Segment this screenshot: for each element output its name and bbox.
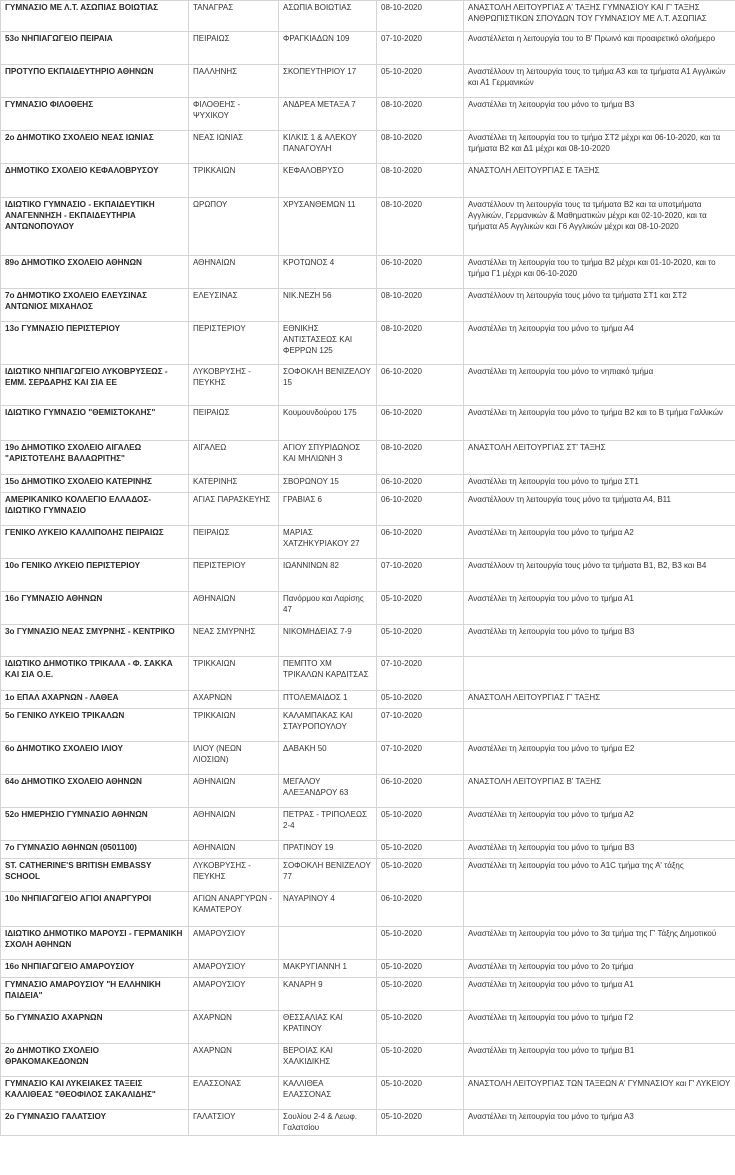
address-cell	[279, 927, 377, 960]
note-cell: Αναστέλλει τη λειτουργία του το τμήμα Β2 μέχρι και 01-10-2020, και το τμήμα Γ1 μέχρι και 06-10-2020	[464, 256, 735, 289]
school-name-cell: 52ο ΗΜΕΡΗΣΙΟ ΓΥΜΝΑΣΙΟ ΑΘΗΝΩΝ	[1, 808, 189, 841]
date-cell: 05-10-2020	[377, 1110, 464, 1136]
municipality-cell: ΤΡΙΚΚΑΙΩΝ	[189, 164, 279, 198]
school-name-cell: 5ο ΓΕΝΙΚΟ ΛΥΚΕΙΟ ΤΡΙΚΑΛΩΝ	[1, 709, 189, 742]
address-cell: ΑΓΙΟΥ ΣΠΥΡΙΔΩΝΟΣ ΚΑΙ ΜΗΛΙΩΝΗ 3	[279, 441, 377, 475]
school-name-cell: 2ο ΔΗΜΟΤΙΚΟ ΣΧΟΛΕΙΟ ΝΕΑΣ ΙΩΝΙΑΣ	[1, 131, 189, 164]
date-cell: 06-10-2020	[377, 892, 464, 927]
date-cell: 05-10-2020	[377, 65, 464, 98]
note-cell: Αναστέλλει τη λειτουργία του μόνο το τμήμα Α1	[464, 978, 735, 1011]
municipality-cell: ΑΓΙΩΝ ΑΝΑΡΓΥΡΩΝ - ΚΑΜΑΤΕΡΟΥ	[189, 892, 279, 927]
address-cell: ΚΙΛΚΙΣ 1 & ΑΛΕΚΟΥ ΠΑΝΑΓΟΥΛΗ	[279, 131, 377, 164]
school-name-cell: 16ο ΝΗΠΙΑΓΩΓΕΙΟ ΑΜΑΡΟΥΣΙΟΥ	[1, 960, 189, 978]
table-row	[1, 406, 735, 441]
table-row	[1, 256, 735, 289]
note-cell: ΑΝΑΣΤΟΛΗ ΛΕΙΤΟΥΡΓΙΑΣ Γ' ΤΑΞΗΣ	[464, 691, 735, 709]
note-cell: Αναστέλλουν τη λειτουργία τους μόνο τα τμήματα Β1, Β2, Β3 και Β4	[464, 559, 735, 592]
note-cell: ΑΝΑΣΤΟΛΗ ΛΕΙΤΟΥΡΓΙΑΣ ΤΩΝ ΤΑΞΕΩΝ Α' ΓΥΜΝΑΣΙΟΥ και Γ' ΛΥΚΕΙΟΥ	[464, 1077, 735, 1110]
municipality-cell: ΚΑΤΕΡΙΝΗΣ	[189, 475, 279, 493]
address-cell: ΚΑΛΑΜΠΑΚΑΣ ΚΑΙ ΣΤΑΥΡΟΠΟΥΛΟΥ	[279, 709, 377, 742]
municipality-cell: ΑΜΑΡΟΥΣΙΟΥ	[189, 978, 279, 1011]
table-row	[1, 1011, 735, 1044]
school-name-cell: 7ο ΓΥΜΝΑΣΙΟ ΑΘΗΝΩΝ (0501100)	[1, 841, 189, 859]
table-row	[1, 198, 735, 256]
table-row	[1, 164, 735, 198]
note-cell: ΑΝΑΣΤΟΛΗ ΛΕΙΤΟΥΡΓΙΑΣ Ε ΤΑΞΗΣ	[464, 164, 735, 198]
school-name-cell: ΙΔΙΩΤΙΚΟ ΔΗΜΟΤΙΚΟ ΜΑΡΟΥΣΙ - ΓΕΡΜΑΝΙΚΗ ΣΧΟΛΗ ΑΘΗΝΩΝ	[1, 927, 189, 960]
municipality-cell: ΤΡΙΚΚΑΙΩΝ	[189, 657, 279, 691]
note-cell: Αναστέλλει τη λειτουργία του μόνο το τμήμα ΣΤ1	[464, 475, 735, 493]
table-row	[1, 841, 735, 859]
school-name-cell: ΑΜΕΡΙΚΑΝΙΚΟ ΚΟΛΛΕΓΙΟ ΕΛΛΑΔΟΣ-ΙΔΙΩΤΙΚΟ ΓΥΜΝΑΣΙΟ	[1, 493, 189, 526]
table-row	[1, 289, 735, 322]
table-row	[1, 775, 735, 808]
note-cell: Αναστέλλει τη λειτουργία του μόνο το τμήμα Α1	[464, 592, 735, 625]
address-cell: ΕΘΝΙΚΗΣ ΑΝΤΙΣΤΑΣΕΩΣ ΚΑΙ ΦΕΡΡΩΝ 125	[279, 322, 377, 365]
table-row	[1, 978, 735, 1011]
school-name-cell: 89ο ΔΗΜΟΤΙΚΟ ΣΧΟΛΕΙΟ ΑΘΗΝΩΝ	[1, 256, 189, 289]
school-name-cell: ΓΥΜΝΑΣΙΟ ΑΜΑΡΟΥΣΙΟΥ "Η ΕΛΛΗΝΙΚΗ ΠΑΙΔΕΙΑ"	[1, 978, 189, 1011]
municipality-cell: ΕΛΑΣΣΟΝΑΣ	[189, 1077, 279, 1110]
date-cell: 05-10-2020	[377, 625, 464, 657]
school-name-cell: ΙΔΙΩΤΙΚΟ ΓΥΜΝΑΣΙΟ - ΕΚΠΑΙΔΕΥΤΙΚΗ ΑΝΑΓΕΝΝΗΣΗ - ΕΚΠΑΙΔΕΥΤΗΡΙΑ ΑΝΤΩΝΟΠΟΥΛΟΥ	[1, 198, 189, 256]
date-cell: 07-10-2020	[377, 657, 464, 691]
municipality-cell: ΑΓΙΑΣ ΠΑΡΑΣΚΕΥΗΣ	[189, 493, 279, 526]
note-cell: Αναστέλλει τη λειτουργία του μόνο το νηπιακό τμήμα	[464, 365, 735, 406]
note-cell: Αναστέλλουν τη λειτουργία τους το τμήμα Α3 και τα τμήματα Α1 Αγγλικών και Α1 Γερμανικών	[464, 65, 735, 98]
school-name-cell: 1ο ΕΠΑΛ ΑΧΑΡΝΩΝ - ΛΑΘΕΑ	[1, 691, 189, 709]
school-name-cell: ΓΥΜΝΑΣΙΟ ΜΕ Λ.Τ. ΑΣΩΠΙΑΣ ΒΟΙΩΤΙΑΣ	[1, 1, 189, 32]
school-name-cell: 6ο ΔΗΜΟΤΙΚΟ ΣΧΟΛΕΙΟ ΙΛΙΟΥ	[1, 742, 189, 775]
date-cell: 08-10-2020	[377, 441, 464, 475]
address-cell: ΠΡΑΤΙΝΟΥ 19	[279, 841, 377, 859]
municipality-cell: ΑΘΗΝΑΙΩΝ	[189, 841, 279, 859]
table-row	[1, 927, 735, 960]
table-row	[1, 691, 735, 709]
address-cell: ΚΕΦΑΛΟΒΡΥΣΟ	[279, 164, 377, 198]
date-cell: 08-10-2020	[377, 164, 464, 198]
address-cell: Σουλίου 2-4 & Λεωφ. Γαλατσίου	[279, 1110, 377, 1136]
table-row	[1, 592, 735, 625]
school-name-cell: 5ο ΓΥΜΝΑΣΙΟ ΑΧΑΡΝΩΝ	[1, 1011, 189, 1044]
date-cell: 05-10-2020	[377, 1011, 464, 1044]
municipality-cell: ΕΛΕΥΣΙΝΑΣ	[189, 289, 279, 322]
note-cell: Αναστέλλει τη λειτουργία του το τμήμα ΣΤ2 μέχρι και 06-10-2020, και τα τμήματα Β2 και Δ1 μέχρι και 08-10-2020	[464, 131, 735, 164]
address-cell: ΦΡΑΓΚΙΑΔΩΝ 109	[279, 32, 377, 65]
table-row	[1, 625, 735, 657]
municipality-cell: ΠΕΡΙΣΤΕΡΙΟΥ	[189, 322, 279, 365]
school-name-cell: 10ο ΓΕΝΙΚΟ ΛΥΚΕΙΟ ΠΕΡΙΣΤΕΡΙΟΥ	[1, 559, 189, 592]
address-cell: ΧΡΥΣΑΝΘΕΜΩΝ 11	[279, 198, 377, 256]
note-cell: Αναστέλλουν τη λειτουργία τους τα τμήματα Β2 και τα υποτμήματα Αγγλικών, Γερμανικών & Μαθηματικών μέχρι και 02-10-2020, και τα τμήματα Α5 Αγγλικών και Γ6 Αγγλικών μέχρι και 08-10-2020	[464, 198, 735, 256]
address-cell: ΣΚΟΠΕΥΤΗΡΙΟΥ 17	[279, 65, 377, 98]
municipality-cell: ΠΕΡΙΣΤΕΡΙΟΥ	[189, 559, 279, 592]
date-cell: 05-10-2020	[377, 978, 464, 1011]
note-cell: Αναστέλλει τη λειτουργία του μόνο το τμήμα Α2	[464, 808, 735, 841]
municipality-cell: ΤΑΝΑΓΡΑΣ	[189, 1, 279, 32]
school-name-cell: 10ο ΝΗΠΙΑΓΩΓΕΙΟ ΑΓΙΟΙ ΑΝΑΡΓΥΡΟΙ	[1, 892, 189, 927]
table-row	[1, 1110, 735, 1136]
school-name-cell: ΓΕΝΙΚΟ ΛΥΚΕΙΟ ΚΑΛΛΙΠΟΛΗΣ ΠΕΙΡΑΙΩΣ	[1, 526, 189, 559]
table-row	[1, 131, 735, 164]
note-cell: Αναστέλλει τη λειτουργία του μόνο το τμήμα Β3	[464, 841, 735, 859]
municipality-cell: ΑΧΑΡΝΩΝ	[189, 1011, 279, 1044]
municipality-cell: ΙΛΙΟΥ (ΝΕΩΝ ΛΙΟΣΙΩΝ)	[189, 742, 279, 775]
date-cell: 07-10-2020	[377, 709, 464, 742]
address-cell: ΣΟΦΟΚΛΗ ΒΕΝΙΖΕΛΟΥ 77	[279, 859, 377, 892]
table-row	[1, 526, 735, 559]
school-name-cell: 7ο ΔΗΜΟΤΙΚΟ ΣΧΟΛΕΙΟ ΕΛΕΥΣΙΝΑΣ ΑΝΤΩΝΙΟΣ ΜΙΧΑΗΛΟΣ	[1, 289, 189, 322]
note-cell: Αναστέλλουν τη λειτουργία τους μόνο τα τμήματα Α4, Β11	[464, 493, 735, 526]
address-cell: ΚΑΛΛΙΘΕΑ ΕΛΑΣΣΟΝΑΣ	[279, 1077, 377, 1110]
date-cell: 05-10-2020	[377, 592, 464, 625]
municipality-cell: ΑΘΗΝΑΙΩΝ	[189, 775, 279, 808]
note-cell: Αναστέλλει τη λειτουργία του μόνο το Α1C τμήμα της Α' τάξης	[464, 859, 735, 892]
table-row	[1, 322, 735, 365]
school-name-cell: ΓΥΜΝΑΣΙΟ ΦΙΛΟΘΕΗΣ	[1, 98, 189, 131]
note-cell: Αναστέλλει τη λειτουργία του μόνο το 2ο τμήμα	[464, 960, 735, 978]
table-row	[1, 441, 735, 475]
address-cell: ΚΑΝΑΡΗ 9	[279, 978, 377, 1011]
address-cell: ΔΑΒΑΚΗ 50	[279, 742, 377, 775]
address-cell: ΜΕΓΑΛΟΥ ΑΛΕΞΑΝΔΡΟΥ 63	[279, 775, 377, 808]
address-cell: ΙΩΑΝΝΙΝΩΝ 82	[279, 559, 377, 592]
school-name-cell: ΓΥΜΝΑΣΙΟ ΚΑΙ ΛΥΚΕΙΑΚΕΣ ΤΑΞΕΙΣ ΚΑΛΛΙΘΕΑΣ "ΘΕΟΦΙΛΟΣ ΣΑΚΑΛΙΔΗΣ"	[1, 1077, 189, 1110]
municipality-cell: ΠΕΙΡΑΙΩΣ	[189, 406, 279, 441]
address-cell: ΝΙΚ.ΝΕΖΗ 56	[279, 289, 377, 322]
date-cell: 05-10-2020	[377, 691, 464, 709]
school-name-cell: ΙΔΙΩΤΙΚΟ ΝΗΠΙΑΓΩΓΕΙΟ ΛΥΚΟΒΡΥΣΕΩΣ - ΕΜΜ. ΣΕΡΔΑΡΗΣ ΚΑΙ ΣΙΑ ΕΕ	[1, 365, 189, 406]
table-row	[1, 559, 735, 592]
municipality-cell: ΑΧΑΡΝΩΝ	[189, 691, 279, 709]
date-cell: 07-10-2020	[377, 742, 464, 775]
municipality-cell: ΛΥΚΟΒΡΥΣΗΣ - ΠΕΥΚΗΣ	[189, 859, 279, 892]
municipality-cell: ΛΥΚΟΒΡΥΣΗΣ - ΠΕΥΚΗΣ	[189, 365, 279, 406]
school-name-cell: ΙΔΙΩΤΙΚΟ ΓΥΜΝΑΣΙΟ "ΘΕΜΙΣΤΟΚΛΗΣ"	[1, 406, 189, 441]
table-row	[1, 1077, 735, 1110]
municipality-cell: ΤΡΙΚΚΑΙΩΝ	[189, 709, 279, 742]
municipality-cell: ΠΕΙΡΑΙΩΣ	[189, 526, 279, 559]
table-row	[1, 808, 735, 841]
municipality-cell: ΑΧΑΡΝΩΝ	[189, 1044, 279, 1077]
date-cell: 08-10-2020	[377, 98, 464, 131]
date-cell: 05-10-2020	[377, 841, 464, 859]
school-name-cell: 2ο ΓΥΜΝΑΣΙΟ ΓΑΛΑΤΣΙΟΥ	[1, 1110, 189, 1136]
date-cell: 08-10-2020	[377, 198, 464, 256]
address-cell: ΓΡΑΒΙΑΣ 6	[279, 493, 377, 526]
date-cell: 05-10-2020	[377, 960, 464, 978]
note-cell: ΑΝΑΣΤΟΛΗ ΛΕΙΤΟΥΡΓΙΑΣ Α' ΤΑΞΗΣ ΓΥΜΝΑΣΙΟΥ ΚΑΙ Γ' ΤΑΞΗΣ ΑΝΘΡΩΠΙΣΤΙΚΩΝ ΣΠΟΥΔΩΝ ΤΟΥ ΓΥΜΝΑΣΙΟΥ ΜΕ Λ.Τ. ΑΣΩΠΙΑΣ	[464, 1, 735, 32]
table-row	[1, 475, 735, 493]
date-cell: 05-10-2020	[377, 808, 464, 841]
date-cell: 06-10-2020	[377, 475, 464, 493]
municipality-cell: ΠΑΛΛΗΝΗΣ	[189, 65, 279, 98]
municipality-cell: ΝΕΑΣ ΣΜΥΡΝΗΣ	[189, 625, 279, 657]
address-cell: ΝΑΥΑΡΙΝΟΥ 4	[279, 892, 377, 927]
address-cell: Κουμουνδούρου 175	[279, 406, 377, 441]
address-cell: ΣΟΦΟΚΛΗ ΒΕΝΙΖΕΛΟΥ 15	[279, 365, 377, 406]
address-cell: ΝΙΚΟΜΗΔΕΙΑΣ 7-9	[279, 625, 377, 657]
table-row	[1, 1044, 735, 1077]
date-cell: 08-10-2020	[377, 289, 464, 322]
municipality-cell: ΑΜΑΡΟΥΣΙΟΥ	[189, 927, 279, 960]
date-cell: 05-10-2020	[377, 927, 464, 960]
date-cell: 08-10-2020	[377, 131, 464, 164]
table-row	[1, 892, 735, 927]
note-cell: Αναστέλλουν τη λειτουργία τους μόνο τα τμήματα ΣΤ1 και ΣΤ2	[464, 289, 735, 322]
note-cell: Αναστέλλει τη λειτουργία του μόνο το τμήμα Β3	[464, 98, 735, 131]
date-cell: 05-10-2020	[377, 859, 464, 892]
date-cell: 07-10-2020	[377, 32, 464, 65]
date-cell: 07-10-2020	[377, 559, 464, 592]
school-name-cell: 19ο ΔΗΜΟΤΙΚΟ ΣΧΟΛΕΙΟ ΑΙΓΑΛΕΩ "ΑΡΙΣΤΟΤΕΛΗΣ ΒΑΛΑΩΡΙΤΗΣ"	[1, 441, 189, 475]
table-row	[1, 65, 735, 98]
municipality-cell: ΦΙΛΟΘΕΗΣ - ΨΥΧΙΚΟΥ	[189, 98, 279, 131]
note-cell: Αναστέλλει τη λειτουργία του μόνο το 3α τμήμα της Γ' Τάξης Δημοτικού	[464, 927, 735, 960]
school-name-cell: 64ο ΔΗΜΟΤΙΚΟ ΣΧΟΛΕΙΟ ΑΘΗΝΩΝ	[1, 775, 189, 808]
school-name-cell: 13ο ΓΥΜΝΑΣΙΟ ΠΕΡΙΣΤΕΡΙΟΥ	[1, 322, 189, 365]
note-cell: Αναστέλλει τη λειτουργία του μόνο το τμήμα Α3	[464, 1110, 735, 1136]
address-cell: ΜΑΚΡΥΓΙΑΝΝΗ 1	[279, 960, 377, 978]
address-cell: ΠΕΜΠΤΟ ΧΜ ΤΡΙΚΑΛΩΝ ΚΑΡΔΙΤΣΑΣ	[279, 657, 377, 691]
address-cell: ΚΡΟΤΩΝΟΣ 4	[279, 256, 377, 289]
municipality-cell: ΝΕΑΣ ΙΩΝΙΑΣ	[189, 131, 279, 164]
note-cell: Αναστέλλει τη λειτουργία του μόνο το τμήμα Β2 και το Β τμήμα Γαλλικών	[464, 406, 735, 441]
note-cell: Αναστέλλει τη λειτουργία του μόνο το τμήμα Α2	[464, 526, 735, 559]
table-row	[1, 365, 735, 406]
table-row	[1, 859, 735, 892]
note-cell: Αναστέλλει τη λειτουργία του μόνο το τμήμα Β1	[464, 1044, 735, 1077]
note-cell: Αναστέλλει τη λειτουργία του μόνο το τμήμα Α4	[464, 322, 735, 365]
date-cell: 06-10-2020	[377, 365, 464, 406]
address-cell: ΣΒΟΡΩΝΟΥ 15	[279, 475, 377, 493]
date-cell: 06-10-2020	[377, 406, 464, 441]
note-cell	[464, 657, 735, 691]
table-row	[1, 742, 735, 775]
date-cell: 06-10-2020	[377, 526, 464, 559]
date-cell: 08-10-2020	[377, 1, 464, 32]
date-cell: 05-10-2020	[377, 1077, 464, 1110]
note-cell: Αναστέλλει τη λειτουργία του μόνο το τμήμα Β3	[464, 625, 735, 657]
municipality-cell: ΓΑΛΑΤΣΙΟΥ	[189, 1110, 279, 1136]
address-cell: ΠΤΟΛΕΜΑΙΔΟΣ 1	[279, 691, 377, 709]
table-row	[1, 709, 735, 742]
school-name-cell: 53ο ΝΗΠΙΑΓΩΓΕΙΟ ΠΕΙΡΑΙΑ	[1, 32, 189, 65]
table-row	[1, 32, 735, 65]
municipality-cell: ΩΡΩΠΟΥ	[189, 198, 279, 256]
school-name-cell: ΙΔΙΩΤΙΚΟ ΔΗΜΟΤΙΚΟ ΤΡΙΚΑΛΑ - Φ. ΣΑΚΚΑ ΚΑΙ ΣΙΑ Ο.Ε.	[1, 657, 189, 691]
address-cell: ΑΣΩΠΙΑ ΒΟΙΩΤΙΑΣ	[279, 1, 377, 32]
municipality-cell: ΑΜΑΡΟΥΣΙΟΥ	[189, 960, 279, 978]
school-name-cell: ΠΡΟΤΥΠΟ ΕΚΠΑΙΔΕΥΤΗΡΙΟ ΑΘΗΝΩΝ	[1, 65, 189, 98]
date-cell: 06-10-2020	[377, 256, 464, 289]
note-cell: Αναστέλλεται η λειτουργία του το Β' Πρωινό και προαιρετικό ολοήμερο	[464, 32, 735, 65]
address-cell: ΜΑΡΙΑΣ ΧΑΤΖΗΚΥΡΙΑΚΟΥ 27	[279, 526, 377, 559]
note-cell	[464, 892, 735, 927]
school-name-cell: 16ο ΓΥΜΝΑΣΙΟ ΑΘΗΝΩΝ	[1, 592, 189, 625]
table-row	[1, 493, 735, 526]
note-cell	[464, 709, 735, 742]
address-cell: ΑΝΔΡΕΑ ΜΕΤΑΞΑ 7	[279, 98, 377, 131]
school-name-cell: 3ο ΓΥΜΝΑΣΙΟ ΝΕΑΣ ΣΜΥΡΝΗΣ - ΚΕΝΤΡΙΚΟ	[1, 625, 189, 657]
municipality-cell: ΑΙΓΑΛΕΩ	[189, 441, 279, 475]
note-cell: ΑΝΑΣΤΟΛΗ ΛΕΙΤΟΥΡΓΙΑΣ Β' ΤΑΞΗΣ	[464, 775, 735, 808]
address-cell: Πανόρμου και Λαρίσης 47	[279, 592, 377, 625]
address-cell: ΒΕΡΟΙΑΣ ΚΑΙ ΧΑΛΚΙΔΙΚΗΣ	[279, 1044, 377, 1077]
table-row	[1, 657, 735, 691]
school-name-cell: ΔΗΜΟΤΙΚΟ ΣΧΟΛΕΙΟ ΚΕΦΑΛΟΒΡΥΣΟΥ	[1, 164, 189, 198]
address-cell: ΠΕΤΡΑΣ - ΤΡΙΠΟΛΕΩΣ 2-4	[279, 808, 377, 841]
date-cell: 05-10-2020	[377, 1044, 464, 1077]
date-cell: 08-10-2020	[377, 322, 464, 365]
address-cell: ΘΕΣΣΑΛΙΑΣ ΚΑΙ ΚΡΑΤΙΝΟΥ	[279, 1011, 377, 1044]
municipality-cell: ΠΕΙΡΑΙΩΣ	[189, 32, 279, 65]
note-cell: ΑΝΑΣΤΟΛΗ ΛΕΙΤΟΥΡΓΙΑΣ ΣΤ' ΤΑΞΗΣ	[464, 441, 735, 475]
school-name-cell: ST. CATHERINE'S BRITISH EMBASSY SCHOOL	[1, 859, 189, 892]
municipality-cell: ΑΘΗΝΑΙΩΝ	[189, 256, 279, 289]
table-row	[1, 960, 735, 978]
municipality-cell: ΑΘΗΝΑΙΩΝ	[189, 808, 279, 841]
municipality-cell: ΑΘΗΝΑΙΩΝ	[189, 592, 279, 625]
table-row	[1, 98, 735, 131]
table-row	[1, 1, 735, 32]
school-name-cell: 15ο ΔΗΜΟΤΙΚΟ ΣΧΟΛΕΙΟ ΚΑΤΕΡΙΝΗΣ	[1, 475, 189, 493]
school-name-cell: 2ο ΔΗΜΟΤΙΚΟ ΣΧΟΛΕΙΟ ΘΡΑΚΟΜΑΚΕΔΟΝΩΝ	[1, 1044, 189, 1077]
note-cell: Αναστέλλει τη λειτουργία του μόνο το τμήμα Γ2	[464, 1011, 735, 1044]
date-cell: 06-10-2020	[377, 493, 464, 526]
date-cell: 06-10-2020	[377, 775, 464, 808]
note-cell: Αναστέλλει τη λειτουργία του μόνο το τμήμα Ε2	[464, 742, 735, 775]
